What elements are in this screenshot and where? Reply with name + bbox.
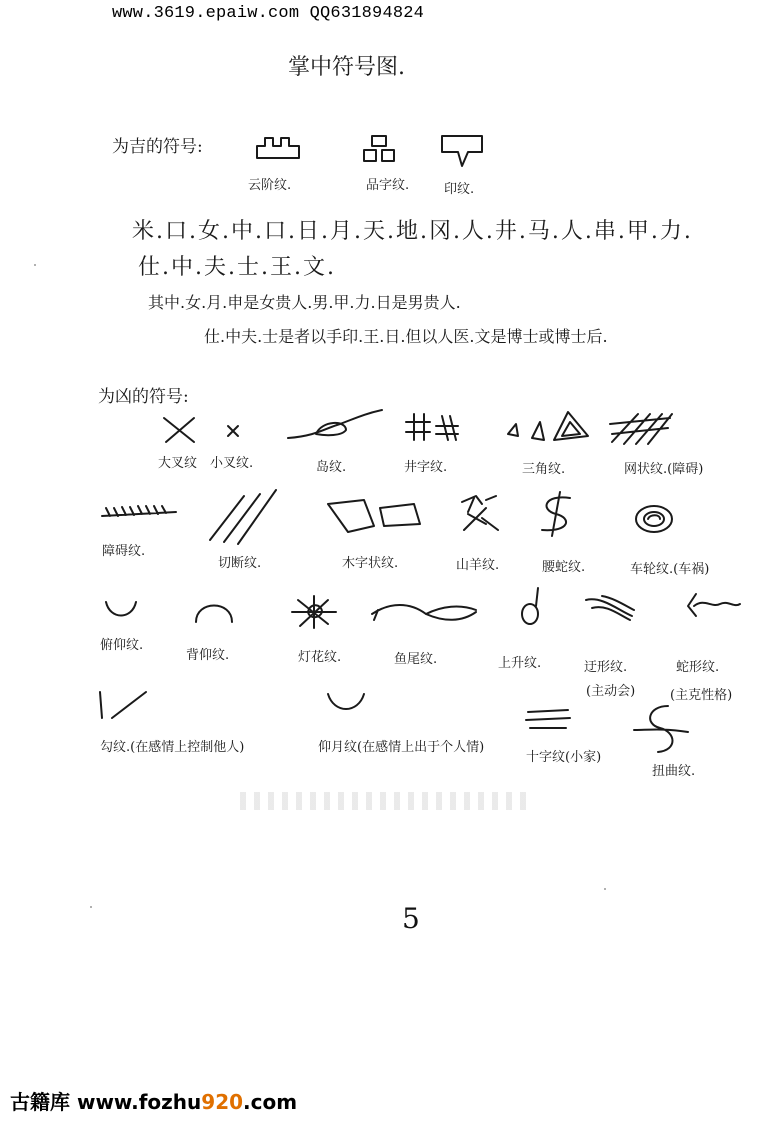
page-number: 5 [402,902,420,935]
big-cross-mark-icon [160,414,200,446]
footer-number: 920 [201,1090,244,1114]
pin-mark-icon [362,134,398,164]
wood-mark-icon [322,496,432,536]
row3-label-2: 背仰纹. [186,648,230,663]
row2-label-5: 腰蛇纹. [542,560,586,575]
castle-mark-icon [255,134,305,162]
symbol-character-row-2: 仕.中.夫.士.王.文. [138,255,336,280]
down-curve-mark-icon [192,598,238,626]
footer-watermark [10,1086,297,1115]
row4-label-3: 十字纹(小家) [526,750,602,765]
header-watermark-url: www.3619.epaiw.com QQ631894824 [112,4,425,23]
wheel-mark-icon [632,502,678,536]
twist-mark-icon [628,702,694,758]
row3-label-4: 鱼尾纹. [394,652,438,667]
row4-label-4: 扭曲纹. [652,764,696,779]
castle-label: 云阶纹. [248,178,292,193]
row1-label-4: 井字纹. [404,460,448,475]
detour-mark-icon [582,594,638,622]
goat-mark-icon [456,494,504,536]
footer-tld: .com [243,1090,298,1114]
row3-label-5: 上升纹. [498,656,542,671]
auspicious-heading: 为吉的符号: [112,137,203,157]
row3-label-7: 蛇形纹. [676,660,720,675]
faded-bleedthrough [240,792,530,810]
pin-label: 品字纹. [366,178,410,193]
row1-label-6: 网状纹.(障碍) [624,462,704,477]
seal-label: 印纹. [444,182,475,197]
serpent-mark-icon [684,590,744,626]
moon-mark-icon [324,690,368,716]
row4-label-1: 勾纹.(在感情上控制他人) [100,740,245,755]
page-title: 掌中符号图. [288,55,405,80]
fish-tail-mark-icon [370,600,480,626]
row4-label-2: 仰月纹(在感情上出于个人情) [318,740,485,755]
rising-mark-icon [516,586,550,626]
seal-mark-icon [438,130,488,170]
row2-label-3: 木字状纹. [342,556,399,571]
row1-label-2: 小叉纹. [210,456,254,471]
row3-label-3: 灯花纹. [298,650,342,665]
up-curve-mark-icon [102,598,142,622]
hook-mark-icon [94,688,150,722]
net-mark-icon [608,408,678,448]
row1-label-1: 大叉纹 [158,456,198,471]
barrier-mark-icon [100,504,180,520]
triangle-mark-icon [504,406,594,446]
row3-label-9: (主克性格) [670,688,733,703]
row2-label-1: 障碍纹. [102,544,146,559]
well-grid-mark-icon [402,412,462,442]
scan-speck [604,888,606,890]
small-cross-mark-icon [226,424,242,440]
row2-label-2: 切断纹. [218,556,262,571]
row1-label-3: 岛纹. [316,460,347,475]
row3-label-1: 俯仰纹. [100,638,144,653]
row2-label-4: 山羊纹. [456,558,500,573]
scan-speck [90,906,92,908]
footer-brand: 古籍库 www.fozhu [10,1090,202,1114]
row1-label-5: 三角纹. [522,462,566,477]
inauspicious-heading: 为凶的符号: [98,387,189,407]
row3-label-8: (主动会) [586,684,636,699]
snake-mark-icon [534,490,578,538]
noble-note-2: 仕.中夫.士是者以手印.王.日.但以人医.文是博士或博士后. [204,327,608,346]
row3-label-6: 迂形纹. [584,660,628,675]
ten-cross-mark-icon [524,706,574,734]
symbol-character-row-1: 米.口.女.中.口.日.月.天.地.冈.人.井.马.人.串.甲.力. [132,219,693,244]
lamp-flower-mark-icon [288,594,340,632]
scan-speck [34,264,36,266]
noble-note-1: 其中.女.月.申是女贵人.男.甲.力.日是男贵人. [148,293,461,312]
row2-label-6: 车轮纹.(车祸) [630,562,710,577]
cut-mark-icon [204,486,280,546]
island-mark-icon [286,408,386,442]
